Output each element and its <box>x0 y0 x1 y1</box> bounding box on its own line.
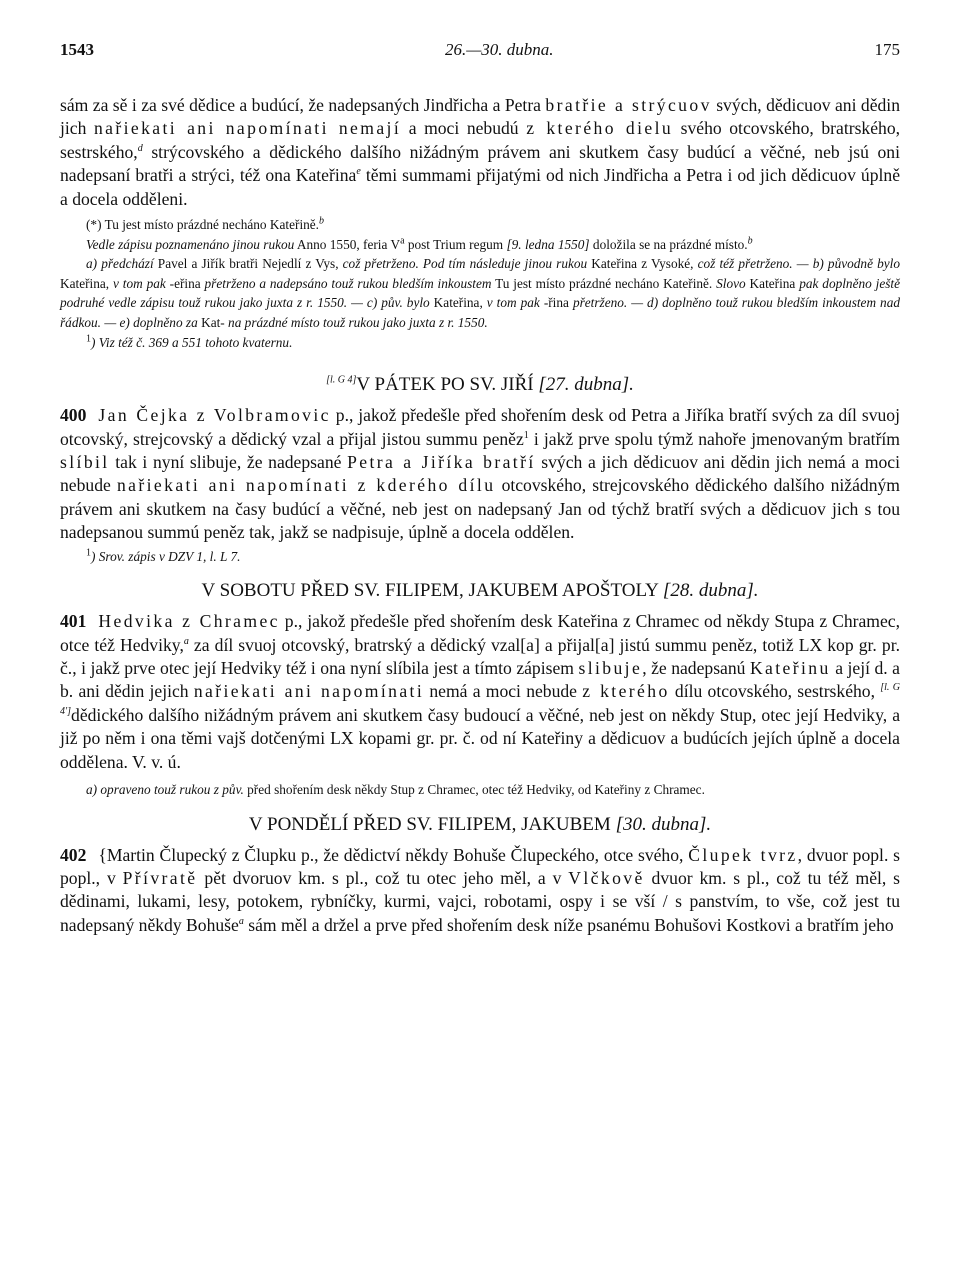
spaced-text: slíbil <box>60 452 110 472</box>
text-run: (*) Tu jest místo prázdné necháno Kateřině. <box>86 217 320 233</box>
document-page <box>60 40 900 937</box>
text-run: svých a jich dědicuov ani dědin jich nemá a moci nebude <box>60 452 900 496</box>
document-402 <box>60 844 900 938</box>
spaced-text: bratřie a strýcuov <box>545 95 712 115</box>
italic-text: a) opraveno touž rukou z pův. <box>86 782 244 798</box>
text-run: Kateřina, <box>60 275 113 291</box>
spaced-text: nařiekati ani napomínati <box>193 681 425 702</box>
text-run: dědického dalšího nižádným právem ani skutkem časy budoucí a věčné, neb jest on někdy Stup, otec její Hedviky, a již po něm i ona těmi vajš dotčenými LX kopami gr. pr. č. od ní Kateřiny a dědicuov a budúcích jejích úplně a docela oddělena. V. v. ú. <box>60 704 900 772</box>
note-marker: b <box>747 235 753 247</box>
document-401 <box>60 610 900 774</box>
section-date: [27. dubna]. <box>538 374 634 396</box>
text-run: , dvuor popl. s popl., v <box>60 844 900 889</box>
spaced-text: nařiekati ani napomínati nemají <box>93 118 402 139</box>
text-run: tak i nyní slibuje, že nadepsané <box>109 452 348 472</box>
text-run: svého otcovského, bratrského, sestrského, <box>60 118 901 162</box>
text-run: dílu otcovského, sestrského, <box>669 681 881 702</box>
italic-text: [9. ledna 1550] <box>506 236 590 252</box>
note-marker: a <box>238 916 244 928</box>
section-date: [28. dubna]. <box>662 580 759 602</box>
text-run: Anno 1550, feria V <box>294 236 401 252</box>
text-run: svých, dědicuov ani dědin jich <box>60 95 900 139</box>
text-run: Martin Člupecký z Člupku p., že dědictví někdy Bohuše Člupeckého, otce svého, <box>106 844 689 865</box>
header-year: 1543 <box>60 40 94 59</box>
text-run: i jakž prve spolu týmž nahoře jmenovaným bratřím <box>528 428 900 449</box>
italic-text: ) Viz též č. 369 a 551 tohoto kvaternu. <box>91 334 293 350</box>
text-run: Kateřina z Vysoké, <box>587 256 698 272</box>
note-marker: e <box>356 166 361 178</box>
text-run: Tu jest místo prázdné necháno Kateřině. <box>491 275 717 291</box>
text-run: Pavel a Jiřík bratři Nejedlí z Vys, <box>153 256 343 272</box>
text-run: a moci nebudú <box>401 118 527 139</box>
text-run: otcovského, strejcovského dědického dalšího nižádným právem ani skutkem na časy budúcí a věčné, neb jest on nadepsaný Jan od týchž bratří svých a dědicuov jich s tou nadepsanou summú peněz tak, jakž se nadpisuje, úplně a docela oddělen. <box>60 475 900 543</box>
header-date: 26.—30. dubna. <box>444 40 554 59</box>
footnote <box>60 547 900 567</box>
spaced-text: nařiekati ani napomínati z kderého dílu <box>116 475 496 496</box>
brace-mark: { <box>98 844 107 865</box>
text-run: p., jakož předešle před shořením desk Kateřina z Chramec od někdy Stupa z Chramec, otce též Hedviky, <box>60 611 900 655</box>
text-run: Kat- <box>197 315 229 330</box>
section-date: [30. dubna]. <box>615 813 712 835</box>
text-run: nemá a moci nebude <box>424 681 583 702</box>
text-run: -eřina <box>165 275 205 291</box>
superscript: a <box>400 235 405 247</box>
section-heading <box>60 374 900 396</box>
text-run: těmi summami přijatými od nich Jindřicha a Petra i od jich dědicuov úplně a docela odděleni. <box>60 165 900 209</box>
document-number: 402 <box>60 844 87 865</box>
italic-text: ) Srov. zápis v DZV 1, l. L 7. <box>91 548 241 564</box>
spaced-text: z kterého dielu <box>526 118 674 139</box>
text-run: strýcovského a dědického dalšího nižádným právem ani skutkem časy budúcí a věčné, neb jsú oni nadepsaní bratři a strýci, též ona Kateřina <box>60 141 900 186</box>
spaced-text: Přívratě <box>122 868 198 889</box>
italic-text: Vedle zápisu poznamenáno jinou rukou <box>86 236 295 252</box>
document-number: 401 <box>60 611 87 632</box>
footnote-number: 1 <box>86 547 91 559</box>
text-run: pět dvoruov km. s pl., což tu otec jeho měl, a v <box>197 868 569 889</box>
note-line <box>60 235 900 255</box>
folio-marker: [l. G 4'] <box>60 682 900 717</box>
note-marker: b <box>319 215 325 227</box>
spaced-text: z kterého <box>582 681 670 702</box>
section-title: V SOBOTU PŘED SV. FILIPEM, JAKUBEM APOŠTOLY <box>201 580 663 602</box>
text-run: za díl svuoj otcovský, bratrský a dědický vzal[a] a přijal[a] jistú summu peněz, totiž LX kop gr. pr. č., i jakž prve otec její Hedviky též i ona nyní slíbila jest a tímto zápisem <box>60 634 900 679</box>
text-run: a její d. a b. ani dědin jejich <box>60 658 900 702</box>
spaced-text: Vlčkově <box>568 868 645 889</box>
note-marker: a <box>183 635 189 647</box>
text-run: post Trium regum <box>404 236 507 252</box>
text-run: Kateřina <box>745 275 800 291</box>
spaced-text: slibuje <box>578 658 643 679</box>
text-run: před shořením desk někdy Stup z Chramec, otec též Hedviky, od Kateřiny z Chramec. <box>243 782 705 798</box>
folio-marker: [l. G 4] <box>326 374 357 386</box>
text-run: sám za sě i za své dědice a budúcí, že nadepsaných Jindřicha a Petra <box>60 95 546 115</box>
note-marker: d <box>137 142 143 154</box>
italic-text: pak doplněno ještě podruhé vedle zápisu touž rukou jako juxta z r. 1550. — c) pův. bylo <box>60 275 901 311</box>
spaced-text: Petra a Jiříka bratří <box>347 452 536 472</box>
spaced-text: Hedvika z Chramec <box>98 611 280 632</box>
intro-paragraph <box>60 94 900 211</box>
document-number: 400 <box>60 405 87 426</box>
italic-text: přetrženo a nadepsáno touž rukou bledším inkoustem <box>204 275 492 291</box>
note-line <box>60 780 900 800</box>
footnote-ref: 1 <box>523 429 529 441</box>
text-run: -řina <box>539 295 573 311</box>
text-run: , že nadepsanú <box>642 658 750 679</box>
section-heading <box>60 814 900 836</box>
footnote-number: 1 <box>86 333 91 345</box>
italic-text: v tom pak <box>486 295 540 311</box>
italic-text: Slovo <box>716 275 746 291</box>
note-line <box>60 215 900 235</box>
text-run: sám měl a držel a prve před shořením desk níže psanému Bohušovi Kostkovi a bratřím jeho <box>243 914 894 935</box>
spaced-text: Kateřinu <box>749 658 831 679</box>
page-number: 175 <box>874 40 900 59</box>
italic-text: což též přetrženo. — b) původně bylo <box>697 256 900 272</box>
italic-text: v tom pak <box>112 275 166 291</box>
italic-text: předchází <box>101 256 154 272</box>
spaced-text: Člupek tvrz <box>688 844 798 865</box>
note-line <box>60 254 900 332</box>
document-400 <box>60 404 900 544</box>
section-heading <box>60 580 900 602</box>
text-run: doložila se na prázdné místo. <box>589 236 748 252</box>
running-header <box>60 40 900 70</box>
footnote <box>60 333 900 353</box>
text-run: dvuor km. s pl., což tu též měl, s dědinami, lukami, lesy, potokem, rybníčky, kurmi, vajci, robotami, ospy i se vší / s panstvím, to vše, což jest tu nadepsaný někdy Bohuše <box>60 868 901 935</box>
text-run: p., jakož předešle před shořením desk od Petra a Jiříka bratří svých za díl svuoj otcovský, strejcovský a dědický vzal a přijal jistou summu peněz <box>60 405 900 449</box>
spaced-text: Jan Čejka z Volbramovic <box>98 405 331 426</box>
italic-text: což přetrženo. Pod tím následuje jinou rukou <box>342 256 588 272</box>
text-run: Kateřina, <box>429 295 487 311</box>
italic-text: přetrženo. — d) doplněno touž rukou bledším inkoustem nad řádkou. — e) doplněno za <box>60 295 901 330</box>
apparatus-notes <box>60 215 900 352</box>
italic-text: na prázdné místo touž rukou jako juxta z r. 1550. <box>228 315 488 330</box>
section-title: V PONDĚLÍ PŘED SV. FILIPEM, JAKUBEM <box>248 813 616 835</box>
section-title: V PÁTEK PO SV. JIŘÍ <box>356 374 539 396</box>
italic-text: a) <box>86 256 102 272</box>
